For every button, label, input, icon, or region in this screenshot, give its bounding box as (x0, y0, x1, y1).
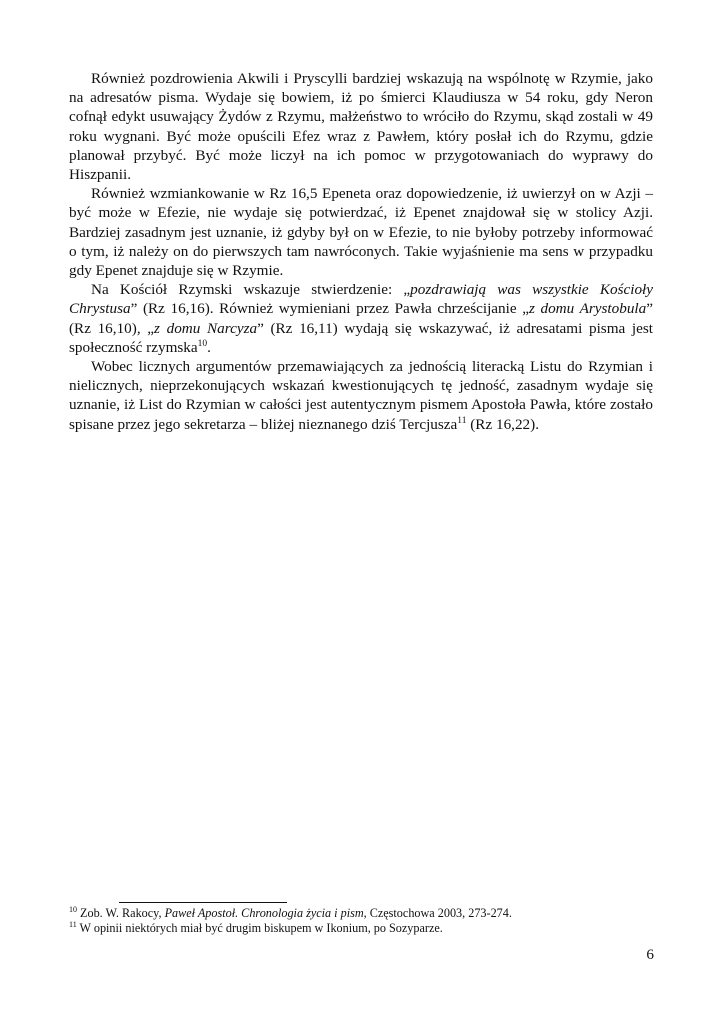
footnote-11-text: W opinii niektórych miał być drugim biskupem w Ikonium, po Sozyparze. (76, 921, 443, 935)
quote-pozdrawiaja: pozdrawiają was wszystkie Kościoły Chrystusa (69, 281, 654, 318)
paragraph-4 (69, 357, 653, 434)
footnote-10-post: , Częstochowa 2003, 273-274. (363, 906, 512, 920)
paragraph-3-text-5: . (207, 338, 211, 356)
paragraph-4-text-2: (Rz 16,22). (466, 415, 540, 433)
quote-narcyza: z domu Narcyza (154, 319, 258, 337)
page-number: 6 (646, 946, 654, 963)
footnote-ref-10[interactable]: 10 (197, 338, 208, 349)
paragraph-3-text-1: Na Kościół Rzymski wskazuje stwierdzenie: „ (91, 281, 411, 299)
footnote-10-title: Paweł Apostoł. Chronologia życia i pism (164, 906, 364, 920)
paragraph-3-text-4: ” (Rz 16,11) wydają się wskazywać, iż adresatami pisma jest społeczność rzymska (69, 319, 654, 356)
paragraph-3-text-3: ” (Rz 16,10), „ (69, 300, 653, 337)
main-text (69, 69, 653, 434)
footnote-ref-11[interactable]: 11 (457, 415, 467, 426)
footnote-11 (69, 921, 653, 936)
paragraph-1: Również pozdrowienia Akwili i Pryscylli bardziej wskazują na wspólnotę w Rzymie, jako na adresatów pisma. Wydaje się bowiem, iż po śmierci Klaudiusza w 54 roku, gdy Neron cofnął edykt usuwający Żydów z Rzymu, małżeństwo to wróciło do Rzymu, skąd zostali w 49 roku wygnani. Być może opuścili Efez wraz z Pawłem, który posłał ich do Rzymu, gdzie planował przybyć. Być może liczył na ich pomoc w przygotowaniach do wyprawy do Hiszpanii. (69, 70, 653, 184)
paragraph-4-text-1: Wobec licznych argumentów przemawiających za jednością literacką Listu do Rzymian i nielicznych, nieprzekonujących wskazań kwestionujących tę jedność, zasadnym wydaje się uznanie, iż List do Rzymian w całości jest autentycznym pismem Apostoła Pawła, które zostało spisane przez jego sekretarza – bliżej nieznanego dziś Tercjusza (69, 358, 653, 433)
footnote-10-pre: Zob. W. Rakocy, (77, 906, 165, 920)
paragraph-2: Również wzmiankowanie w Rz 16,5 Epeneta oraz dopowiedzenie, iż uwierzył on w Azji – być może w Efezie, nie wydaje się potwierdzać, iż Epenet znajdował się w stolicy Azji. Bardziej zasadnym jest uznanie, iż gdyby był on w Efezie, to nie byłoby potrzeby informować o tym, iż należy on do pierwszych tam nawróconych. Takie wyjaśnienie ma sens w przypadku gdy Epenet znajduje się w Rzymie. (69, 185, 653, 280)
footnotes (69, 906, 653, 936)
footnote-separator (119, 902, 287, 903)
paragraph-3-text-2: ” (Rz 16,16). Również wymieniani przez Pawła chrześcijanie „ (130, 300, 529, 318)
footnote-10 (69, 906, 653, 921)
quote-arystobula: z domu Arystobula (528, 300, 647, 318)
footnote-number-10: 10 (69, 904, 77, 914)
footnote-number-11: 11 (69, 919, 77, 929)
paragraph-3 (69, 280, 653, 357)
